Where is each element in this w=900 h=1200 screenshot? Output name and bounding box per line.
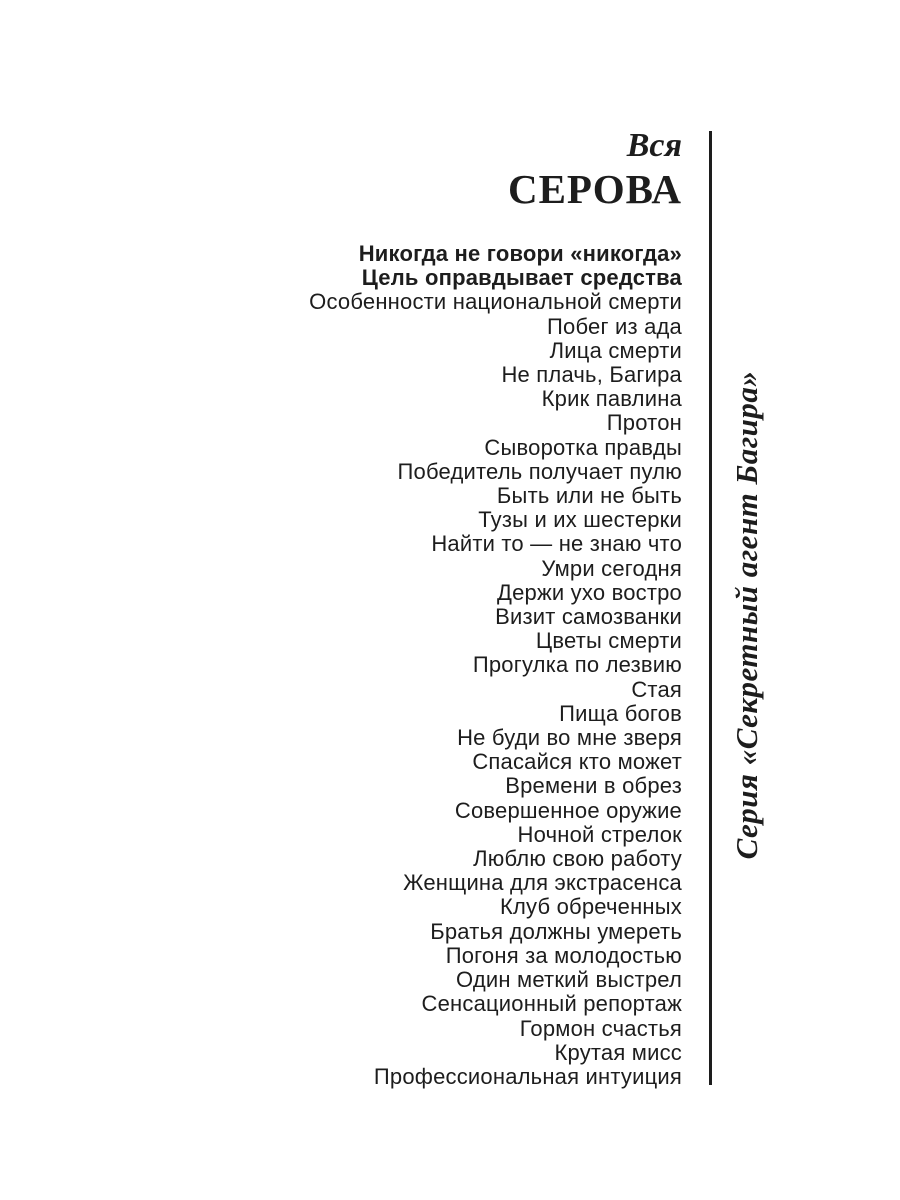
book-title: Лица смерти — [549, 337, 682, 363]
book-title: Быть или не быть — [496, 483, 682, 509]
title-list-column — [0, 126, 682, 1089]
book-title: Стая — [631, 676, 682, 702]
book-title: Побег из ада — [547, 313, 682, 339]
book-title: Найти то — не знаю что — [431, 531, 682, 557]
author-name-surname: СЕРОВА — [507, 166, 682, 212]
book-title: Умри сегодня — [541, 555, 682, 581]
book-title: Протон — [606, 410, 682, 436]
book-title: Пища богов — [559, 700, 682, 726]
book-title: Крутая мисс — [554, 1039, 682, 1065]
book-title: Один меткий выстрел — [456, 967, 682, 993]
book-title: Спасайся кто может — [472, 749, 682, 775]
book-title: Совершенное оружие — [454, 797, 682, 823]
book-title: Держи ухо востро — [496, 579, 682, 605]
book-title: Тузы и их шестерки — [478, 507, 682, 533]
vertical-divider-rule — [709, 131, 712, 1085]
author-name-first-word: Вся — [626, 127, 682, 164]
book-title: Женщина для экстрасенса — [403, 870, 682, 896]
book-title: Профессиональная интуиция — [373, 1063, 682, 1089]
book-title-list — [0, 242, 682, 1089]
series-label-vertical: Серия «Секретный агент Багира» — [729, 370, 764, 860]
book-title: Времени в обрез — [505, 773, 682, 799]
book-title: Особенности национальной смерти — [309, 289, 682, 315]
book-title: Победитель получает пулю — [397, 458, 682, 484]
book-title: Не буди во мне зверя — [457, 725, 682, 751]
book-title: Ночной стрелок — [517, 821, 682, 847]
book-title: Никогда не говори «никогда» — [358, 241, 682, 266]
book-title: Гормон счастья — [519, 1015, 682, 1041]
book-title: Братья должны умереть — [430, 918, 682, 944]
book-title: Сыворотка правды — [484, 434, 682, 460]
book-title: Цветы смерти — [535, 628, 682, 654]
book-title: Клуб обреченных — [500, 894, 682, 920]
book-title: Крик павлина — [541, 386, 682, 412]
book-title: Не плачь, Багира — [501, 362, 682, 388]
book-title: Сенсационный репортаж — [421, 991, 682, 1017]
book-title: Погоня за молодостью — [445, 942, 682, 968]
book-title: Люблю свою работу — [473, 846, 682, 872]
book-title: Прогулка по лезвию — [472, 652, 682, 678]
book-title: Визит самозванки — [495, 604, 682, 630]
book-title: Цель оправдывает средства — [361, 265, 682, 291]
